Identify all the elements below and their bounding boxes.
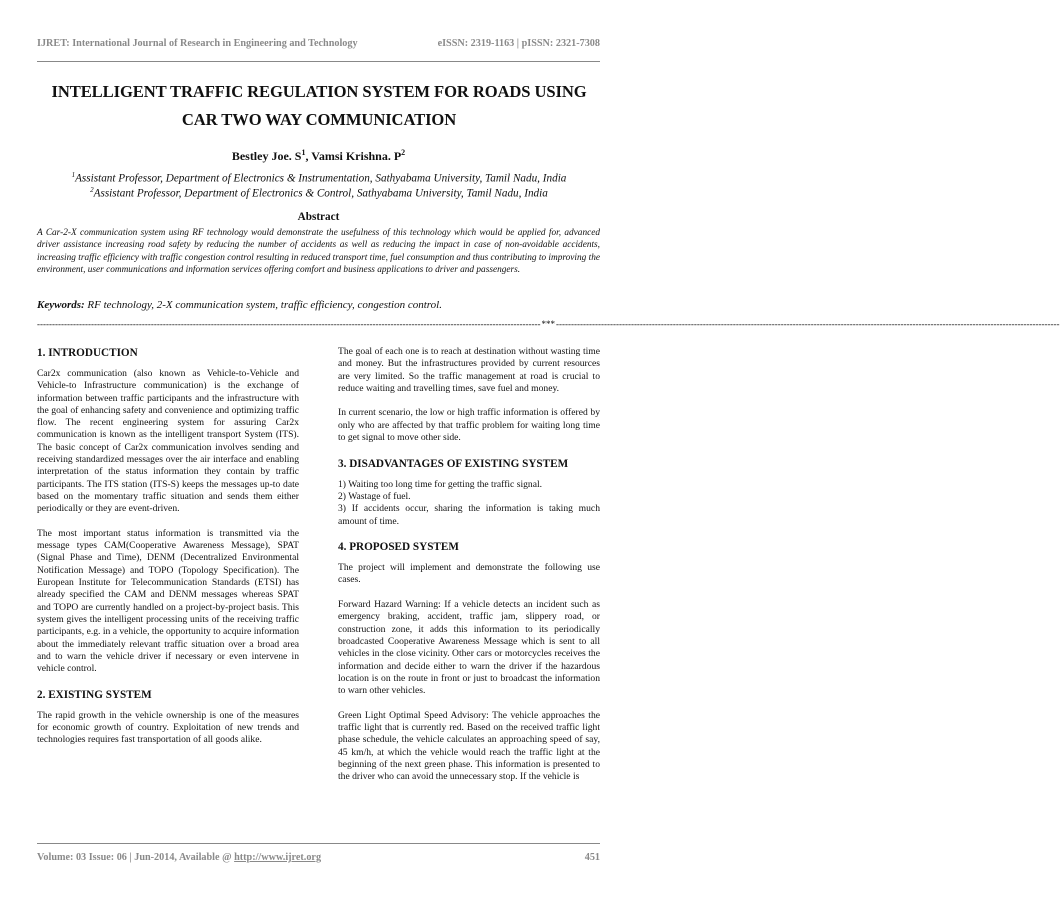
journal-name: IJRET: International Journal of Research in Engineering and Technology <box>37 38 358 49</box>
keywords <box>37 299 600 311</box>
header-rule <box>37 61 600 62</box>
paragraph: The most important status information is transmitted via the message types CAM(Cooperative Awareness Message), SPAT (Signal Phase and Time), DENM (Decentralized Environmental Notification Message) and TOPO (Topology Specification). The European Institute for Telecommunication Standards (ETSI) has already specified the CAM and DENM messages whereas SPAT and TOPO are currently handled on a project-by-project basis. This system gives the intelligent processing units of the receiving traffic participants, e.g. in a vehicle, the opportunity to acquire information about the immediately relevant traffic situation over a broad area and to warn the vehicle driver if necessary or even intervene in vehicle control. <box>37 527 299 675</box>
affiliation-2-sup: 2 <box>90 186 94 194</box>
footer-rule <box>37 843 600 844</box>
paragraph: In current scenario, the low or high traffic information is offered by only who are affected by that traffic problem for waiting long time to get signal to move other side. <box>338 407 600 444</box>
list-item: 1) Waiting too long time for getting the traffic signal. <box>338 478 543 490</box>
right-column <box>338 346 600 796</box>
author-1-name: Bestley Joe. S <box>231 149 302 163</box>
issn-info: eISSN: 2319-1163 | pISSN: 2321-7308 <box>437 38 600 49</box>
paragraph: Green Light Optimal Speed Advisory: The vehicle approaches the traffic light that is currently red. Based on the received traffic light phase schedule, the vehicle calculates an approaching speed of say, 45 km/h, at which the vehicle would reach the traffic light at the beginning of the next green phase. This information is presented to the driver who can avoid the unnecessary stop. If the vehicle is <box>338 709 600 783</box>
author-1-sup: 1 <box>301 148 306 157</box>
separator-dashes-left: ------------------------------------------------------------------------------------------------------------------------------------------------------------------------ <box>37 319 541 329</box>
paragraph: Forward Hazard Warning: If a vehicle detects an incident such as emergency braking, accident, traffic jam, slippery road, or construction zone, it adds this information to its periodically broadcasted Cooperative Awareness Message which is sent to all vehicles in the close vicinity. Other cars or motorcycles receives the information and decide either to warn the driver if the hazardous location is on the route in front or just to broadcast the information to warn other vehicles. <box>338 599 600 697</box>
separator-dashes-right: ------------------------------------------------------------------------------------------------------------------------------------------------------------------------ <box>556 319 1060 329</box>
affiliation-1 <box>30 171 608 185</box>
keywords-label: Keywords: <box>37 299 85 311</box>
running-header <box>37 38 600 49</box>
paragraph: Car2x communication (also known as Vehicle-to-Vehicle and Vehicle-to Infrastructure communication) is the exchange of information between traffic participants and the infrastructure with the goal of enhancing safety and convenience and optimizing traffic flow. The recent engineering system for assuring Car2x communication is known as the intelligent transport System (ITS). The basic concept of Car2x communication involves sending and receiving standardized messages over the air interface and enabling interpretation of the status information they contain by traffic participants. The ITS station (ITS-S) keeps the messages up-to date based on the momentary traffic situation and sends them either periodically or they are event-driven. <box>37 368 299 515</box>
section-heading-existing-system: 2. EXISTING SYSTEM <box>37 688 152 701</box>
section-heading-introduction: 1. INTRODUCTION <box>37 347 138 359</box>
paragraph: The rapid growth in the vehicle ownership is one of the measures for economic growth of country. Exploitation of new trends and technologies requires fast transportation of all goods alike. <box>37 709 299 746</box>
disadvantages-list <box>338 479 600 528</box>
paragraph: The project will implement and demonstrate the following use cases. <box>338 562 600 586</box>
affiliation-1-text: Assistant Professor, Department of Electronics & Instrumentation, Sathyabama University, Tamil Nadu, India <box>75 172 567 185</box>
author-2-sup: 2 <box>401 148 406 157</box>
footer-volume-info <box>37 852 321 863</box>
author-separator: , <box>305 149 312 163</box>
paragraph: The goal of each one is to reach at destination without wasting time and money. But the infrastructures provided by current resources are very limited. So the traffic management at road is crucial to reduce waiting and travelling times, save fuel and money. <box>338 346 600 394</box>
left-column <box>37 346 299 759</box>
keywords-text: RF technology, 2-X communication system, traffic efficiency, congestion control. <box>84 299 442 311</box>
section-heading-proposed-system: 4. PROPOSED SYSTEM <box>338 541 459 554</box>
affiliation-2-text: Assistant Professor, Department of Electronics & Control, Sathyabama University, Tamil Nadu, India <box>93 187 548 200</box>
separator-stars: *** <box>541 319 556 329</box>
list-item: 2) Wastage of fuel. <box>338 490 411 502</box>
footer-prefix: Volume: 03 Issue: 06 | Jun-2014, Available @ <box>37 852 235 863</box>
list-item: 3) If accidents occur, sharing the information is taking much amount of time. <box>338 503 600 527</box>
affiliation-1-sup: 1 <box>71 171 76 179</box>
affiliation-2 <box>30 186 608 200</box>
abstract-heading: Abstract <box>297 211 340 223</box>
title-line-2: CAR TWO WAY COMMUNICATION <box>181 110 457 129</box>
page-footer <box>37 852 600 863</box>
journal-link[interactable]: http://www.ijret.org <box>234 852 322 863</box>
abstract-body: A Car-2-X communication system using RF technology would demonstrate the usefulness of this technology which would be applied for, advanced driver assistance increasing road safety by reducing the number of accidents as well as reducing the impact in case of non-avoidable accidents, increasing traffic efficiency with traffic congestion control resulting in reduced transport time, fuel consumption and thus contributing to improving the environment, user communications and information services offering comfort and business applications to driver and passengers. <box>37 228 600 275</box>
paper-title <box>30 78 608 134</box>
title-line-1: INTELLIGENT TRAFFIC REGULATION SYSTEM FOR ROADS USING <box>51 82 587 101</box>
section-heading-disadvantages: 3. DISADVANTAGES OF EXISTING SYSTEM <box>338 457 569 470</box>
section-separator <box>37 319 1060 329</box>
author-list <box>37 148 600 164</box>
page-number: 451 <box>584 852 600 863</box>
author-2-name: Vamsi Krishna. P <box>311 149 402 163</box>
